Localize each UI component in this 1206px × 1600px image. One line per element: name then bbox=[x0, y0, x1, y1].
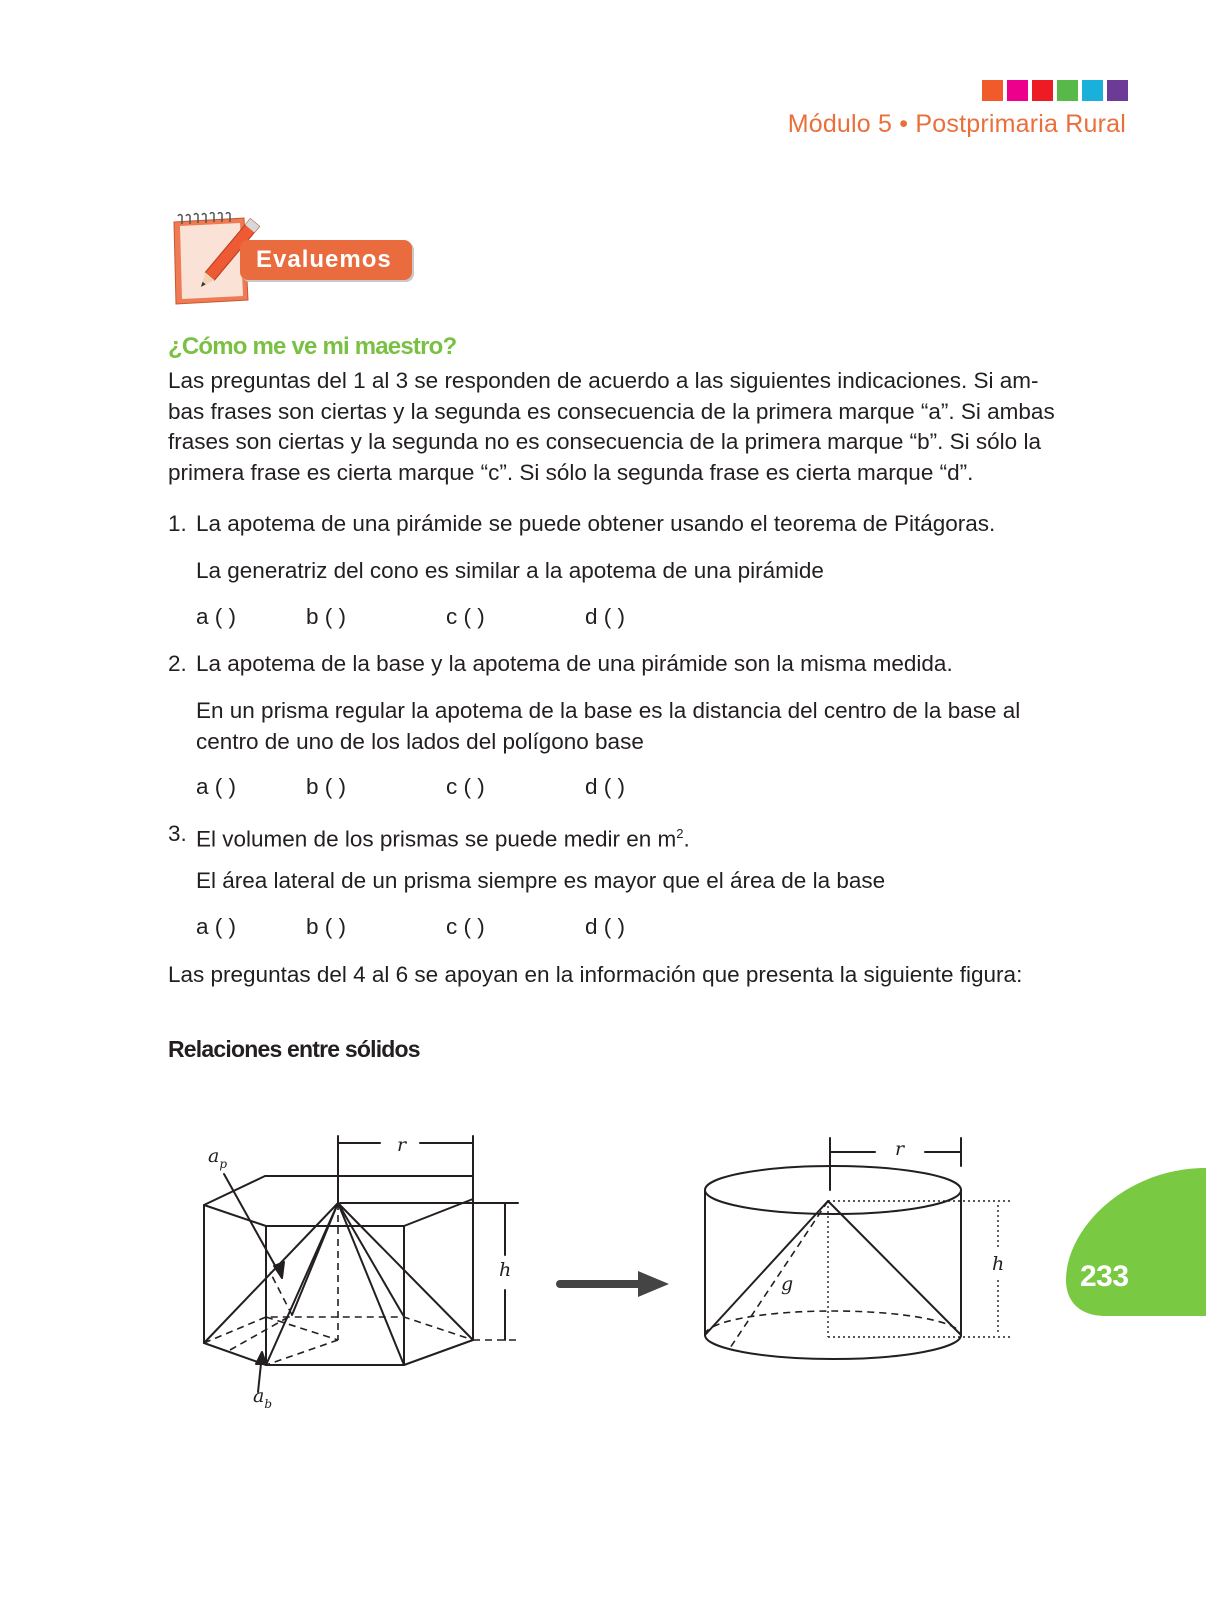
option-c[interactable]: c ( ) bbox=[446, 604, 485, 629]
color-square bbox=[1082, 80, 1103, 101]
intro-line: frases son ciertas y la segunda no es consecuencia de la primera marque “b”. Si sólo la bbox=[168, 429, 1041, 454]
label-ab: $a_b$ bbox=[253, 1385, 273, 1411]
option-c[interactable]: c ( ) bbox=[446, 774, 485, 799]
option-d[interactable]: d ( ) bbox=[585, 604, 626, 629]
label-g: g bbox=[781, 1273, 794, 1295]
question-statement: La apotema de la base y la apotema de una pirámide son la misma medida. bbox=[196, 651, 953, 676]
question-statement bbox=[196, 819, 1076, 855]
question-number: 2. bbox=[168, 651, 187, 676]
color-squares bbox=[982, 80, 1128, 101]
question-statement: La apotema de una pirámide se puede obtener usando el teorema de Pitágoras. bbox=[196, 511, 996, 536]
intro-line: Las preguntas del 1 al 3 se responden de acuerdo a las siguientes indicaciones. Si am- bbox=[168, 368, 1039, 393]
option-c[interactable]: c ( ) bbox=[446, 914, 485, 939]
lead-text: Las preguntas del 4 al 6 se apoyan en la información que presenta la siguiente figura: bbox=[168, 962, 1023, 987]
option-b[interactable]: b ( ) bbox=[306, 914, 347, 939]
evaluemos-badge: Evaluemos bbox=[240, 240, 412, 280]
label-h-prism: h bbox=[499, 1259, 512, 1281]
option-a[interactable]: a ( ) bbox=[196, 914, 237, 939]
question-second-line bbox=[196, 696, 1076, 757]
question-second-line: El área lateral de un prisma siempre es mayor que el área de la base bbox=[196, 868, 886, 893]
module-header: Módulo 5 • Postprimaria Rural bbox=[787, 110, 1126, 138]
arrow-right-icon bbox=[638, 1271, 669, 1297]
color-square bbox=[1057, 80, 1078, 101]
second-line-part: En un prisma regular la apotema de la base es la distancia del centro de la base al bbox=[196, 698, 1021, 723]
color-square bbox=[1032, 80, 1053, 101]
option-d[interactable]: d ( ) bbox=[585, 914, 626, 939]
option-a[interactable]: a ( ) bbox=[196, 774, 237, 799]
question-second-line: La generatriz del cono es similar a la apotema de una pirámide bbox=[196, 558, 824, 583]
color-square bbox=[982, 80, 1003, 101]
section-title: ¿Cómo me ve mi maestro? bbox=[168, 333, 457, 360]
option-b[interactable]: b ( ) bbox=[306, 774, 347, 799]
option-a[interactable]: a ( ) bbox=[196, 604, 237, 629]
statement-text: El volumen de los prismas se puede medir en m bbox=[196, 826, 677, 852]
solids-figure bbox=[168, 1120, 1048, 1440]
question-number: 3. bbox=[168, 821, 187, 846]
color-square bbox=[1007, 80, 1028, 101]
figure-title: Relaciones entre sólidos bbox=[168, 1036, 420, 1062]
question-number: 1. bbox=[168, 511, 187, 536]
label-h-cylinder: h bbox=[992, 1253, 1005, 1275]
label-ap: $a_p$ bbox=[208, 1145, 228, 1171]
page-number: 233 bbox=[1080, 1260, 1129, 1293]
superscript: 2 bbox=[676, 826, 684, 841]
intro-line: primera frase es cierta marque “c”. Si sólo la segunda frase es cierta marque “d”. bbox=[168, 459, 974, 485]
label-r-prism: r bbox=[397, 1134, 407, 1156]
second-line-part: centro de uno de los lados del polígono base bbox=[196, 728, 644, 754]
color-square bbox=[1107, 80, 1128, 101]
option-b[interactable]: b ( ) bbox=[306, 604, 347, 629]
option-d[interactable]: d ( ) bbox=[585, 774, 626, 799]
statement-end: . bbox=[683, 826, 690, 852]
intro-paragraph bbox=[168, 366, 1068, 488]
label-r-cylinder: r bbox=[895, 1138, 905, 1160]
intro-line: bas frases son ciertas y la segunda es consecuencia de la primera marque “a”. Si ambas bbox=[168, 398, 1055, 424]
